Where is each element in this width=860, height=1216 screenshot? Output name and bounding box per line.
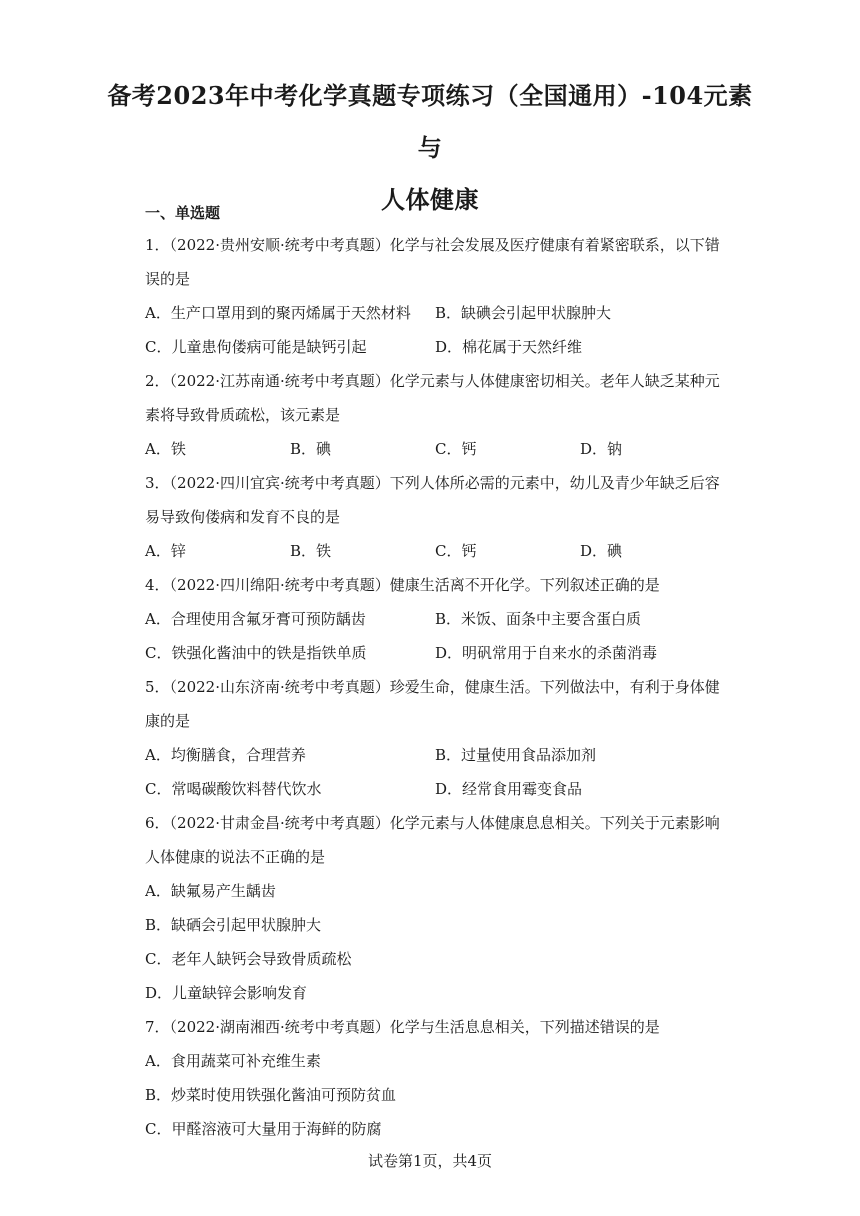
option-a: A．缺氟易产生龋齿 — [145, 882, 276, 900]
option-c: C．老年人缺钙会导致骨质疏松 — [145, 950, 352, 968]
option-a: A．生产口罩用到的聚丙烯属于天然材料 — [145, 304, 411, 322]
option-row — [145, 772, 725, 806]
option-d: D．明矾常用于自来水的杀菌消毒 — [435, 644, 658, 662]
question-text: 4．（2022·四川绵阳·统考中考真题）健康生活离不开化学。下列叙述正确的是 — [145, 576, 660, 594]
page-footer: 试卷第1页，共4页 — [367, 1152, 493, 1170]
option-c: C．甲醛溶液可大量用于海鲜的防腐 — [145, 1120, 382, 1138]
question-5 — [145, 670, 725, 806]
question-list — [145, 198, 725, 1146]
option-row — [145, 296, 725, 330]
option-d: D．碘 — [580, 542, 623, 560]
option-c: C．铁强化酱油中的铁是指铁单质 — [145, 644, 367, 662]
option-b: B．过量使用食品添加剂 — [435, 746, 597, 764]
option-d: D．儿童缺锌会影响发育 — [145, 984, 308, 1002]
question-6 — [145, 806, 725, 1010]
question-2 — [145, 364, 725, 466]
question-text: 人体健康的说法不正确的是 — [145, 848, 326, 866]
option-c: C．钙 — [435, 440, 477, 458]
option-row — [145, 432, 725, 466]
question-text: 素将导致骨质疏松，该元素是 — [145, 406, 341, 424]
option-b: B．铁 — [290, 542, 332, 560]
question-text: 康的是 — [145, 712, 191, 730]
option-row — [145, 602, 725, 636]
option-b: B．米饭、面条中主要含蛋白质 — [435, 610, 642, 628]
option-d: D．棉花属于天然纤维 — [435, 338, 583, 356]
option-a: A．铁 — [145, 440, 186, 458]
option-row — [145, 534, 725, 568]
option-a: A．合理使用含氟牙膏可预防龋齿 — [145, 610, 366, 628]
title-line-2: 人体健康 — [381, 185, 479, 214]
question-text: 误的是 — [145, 270, 191, 288]
question-text: 6．（2022·甘肃金昌·统考中考真题）化学元素与人体健康息息相关。下列关于元素影响 — [145, 814, 720, 832]
option-row — [145, 738, 725, 772]
option-d: D．钠 — [580, 440, 623, 458]
option-b: B．缺硒会引起甲状腺肿大 — [145, 916, 322, 934]
option-a: A．食用蔬菜可补充维生素 — [145, 1052, 321, 1070]
section-heading: 一、单选题 — [145, 204, 221, 222]
option-a: A．均衡膳食，合理营养 — [145, 746, 306, 764]
question-1 — [145, 228, 725, 364]
title-line-1: 备考2023年中考化学真题专项练习（全国通用）-104元素与 — [107, 81, 753, 162]
option-row — [145, 330, 725, 364]
option-b: B．缺碘会引起甲状腺肿大 — [435, 304, 612, 322]
question-text: 易导致佝偻病和发育不良的是 — [145, 508, 341, 526]
option-d: D．经常食用霉变食品 — [435, 780, 583, 798]
question-4 — [145, 568, 725, 670]
option-c: C．常喝碳酸饮料替代饮水 — [145, 780, 322, 798]
option-c: C．儿童患佝偻病可能是缺钙引起 — [145, 338, 367, 356]
question-text: 2．（2022·江苏南通·统考中考真题）化学元素与人体健康密切相关。老年人缺乏某种元 — [145, 372, 720, 390]
option-b: B．碘 — [290, 440, 332, 458]
option-b: B．炒菜时使用铁强化酱油可预防贫血 — [145, 1086, 397, 1104]
option-a: A．锌 — [145, 542, 186, 560]
question-7 — [145, 1010, 725, 1146]
option-row — [145, 636, 725, 670]
question-3 — [145, 466, 725, 568]
question-text: 1．（2022·贵州安顺·统考中考真题）化学与社会发展及医疗健康有着紧密联系，以下错 — [145, 236, 720, 254]
question-text: 3．（2022·四川宜宾·统考中考真题）下列人体所必需的元素中，幼儿及青少年缺乏后容 — [145, 474, 720, 492]
question-text: 7．（2022·湖南湘西·统考中考真题）化学与生活息息相关，下列描述错误的是 — [145, 1018, 660, 1036]
option-c: C．钙 — [435, 542, 477, 560]
question-text: 5．（2022·山东济南·统考中考真题）珍爱生命，健康生活。下列做法中，有利于身体健 — [145, 678, 720, 696]
